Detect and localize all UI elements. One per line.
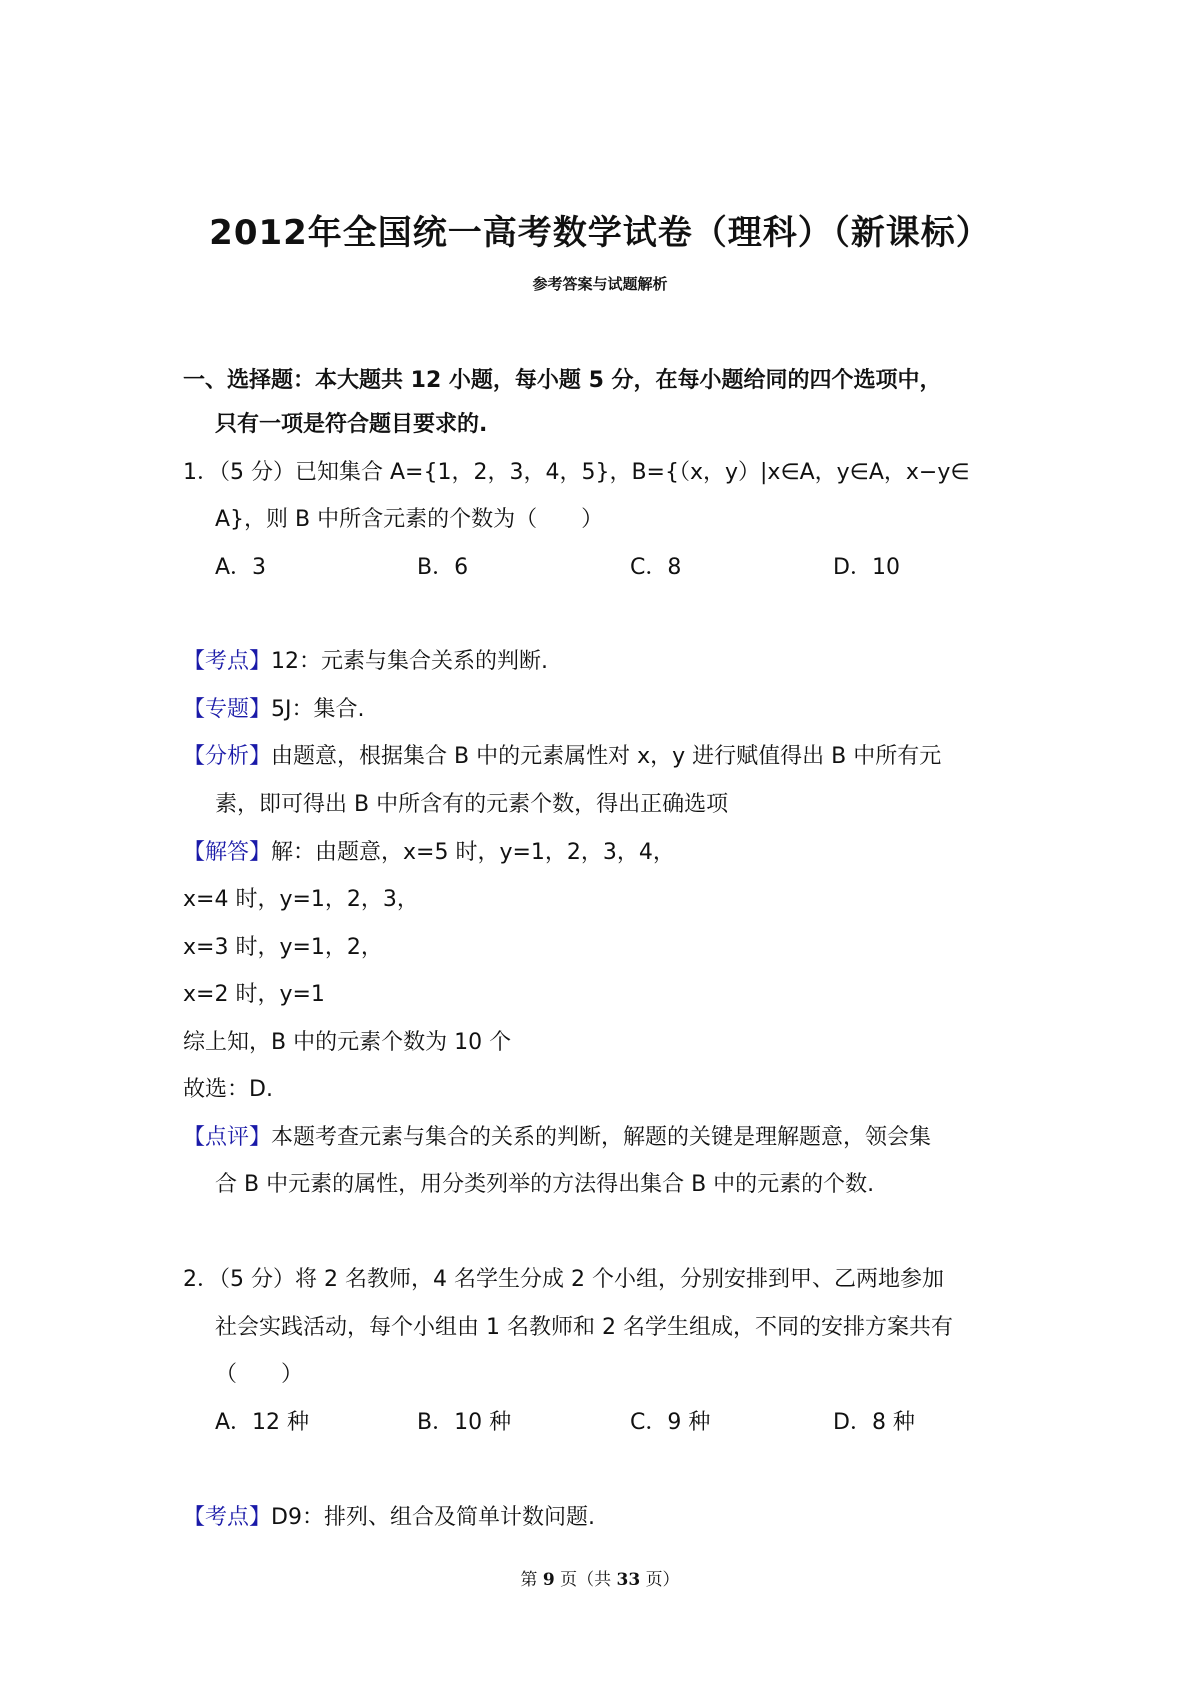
question-1-option-b: B．6 — [417, 555, 469, 580]
answer-1-jieda-line-6: 故选：D. — [183, 1077, 273, 1102]
question-2-line-1: 2．（5 分）将 2 名教师，4 名学生分成 2 个小组，分别安排到甲、乙两地参加 — [183, 1267, 944, 1292]
answer-1-jieda-line-2: x=4 时，y=1，2，3， — [183, 887, 419, 912]
section-heading-line-1: 一、选择题：本大题共 12 小题，每小题 5 分，在每小题给同的四个选项中， — [183, 368, 942, 393]
question-1-option-c: C．8 — [630, 555, 682, 580]
jieda-tag: 【解答】 — [183, 840, 272, 865]
footer-page-number: 9 — [542, 1570, 555, 1590]
kaodian-tag: 【考点】 — [183, 1505, 272, 1530]
question-2-line-2: 社会实践活动，每个小组由 1 名教师和 2 名学生组成，不同的安排方案共有 — [215, 1315, 953, 1340]
footer-middle: 页（共 — [560, 1570, 612, 1590]
question-2-option-c: C．9 种 — [630, 1410, 711, 1435]
answer-1-fenxi — [183, 742, 941, 772]
question-1-option-a: A．3 — [215, 555, 267, 580]
question-2-option-d: D．8 种 — [833, 1410, 915, 1435]
page-footer — [0, 1565, 1200, 1590]
answer-1-fenxi-line-2: 素，即可得出 B 中所含有的元素个数，得出正确选项 — [215, 792, 729, 817]
footer-prefix: 第 — [520, 1570, 538, 1590]
page-title: 2012年全国统一高考数学试卷（理科）（新课标） — [209, 213, 991, 253]
jieda-text-1: 解：由题意，x=5 时，y=1，2，3，4， — [271, 840, 675, 865]
kaodian-text: D9：排列、组合及简单计数问题. — [271, 1505, 595, 1530]
answer-1-zhuanti — [183, 695, 365, 725]
fenxi-tag: 【分析】 — [183, 744, 272, 769]
answer-1-jieda — [183, 838, 675, 868]
answer-1-jieda-line-4: x=2 时，y=1 — [183, 982, 325, 1007]
answer-1-dianping — [183, 1123, 931, 1153]
footer-suffix: 页） — [645, 1570, 680, 1590]
answer-2-kaodian — [183, 1503, 595, 1533]
zhuanti-text: 5J：集合. — [271, 697, 365, 722]
question-2-line-3: （ ） — [215, 1362, 304, 1387]
footer-total-pages: 33 — [616, 1570, 641, 1590]
answer-1-dianping-line-2: 合 B 中元素的属性，用分类列举的方法得出集合 B 中的元素的个数. — [215, 1172, 875, 1197]
page-subtitle: 参考答案与试题解析 — [532, 275, 668, 293]
question-2-option-a: A．12 种 — [215, 1410, 310, 1435]
kaodian-text: 12：元素与集合关系的判断. — [271, 649, 549, 674]
answer-1-jieda-line-5: 综上知，B 中的元素个数为 10 个 — [183, 1030, 512, 1055]
question-1-line-1: 1．（5 分）已知集合 A={1，2，3，4，5}，B={（x，y）|x∈A，y∈A，x−y∈ — [183, 460, 970, 485]
dianping-tag: 【点评】 — [183, 1125, 272, 1150]
answer-1-jieda-line-3: x=3 时，y=1，2， — [183, 935, 383, 960]
question-1-line-2: A}，则 B 中所含元素的个数为（ ） — [215, 507, 604, 532]
question-1-option-d: D．10 — [833, 555, 900, 580]
kaodian-tag: 【考点】 — [183, 649, 272, 674]
section-heading-line-2: 只有一项是符合题目要求的. — [215, 412, 488, 437]
dianping-text-1: 本题考查元素与集合的关系的判断，解题的关键是理解题意，领会集 — [271, 1125, 932, 1150]
answer-1-kaodian — [183, 647, 548, 677]
zhuanti-tag: 【专题】 — [183, 697, 272, 722]
question-2-option-b: B．10 种 — [417, 1410, 512, 1435]
fenxi-text-1: 由题意，根据集合 B 中的元素属性对 x，y 进行赋值得出 B 中所有元 — [271, 744, 942, 769]
